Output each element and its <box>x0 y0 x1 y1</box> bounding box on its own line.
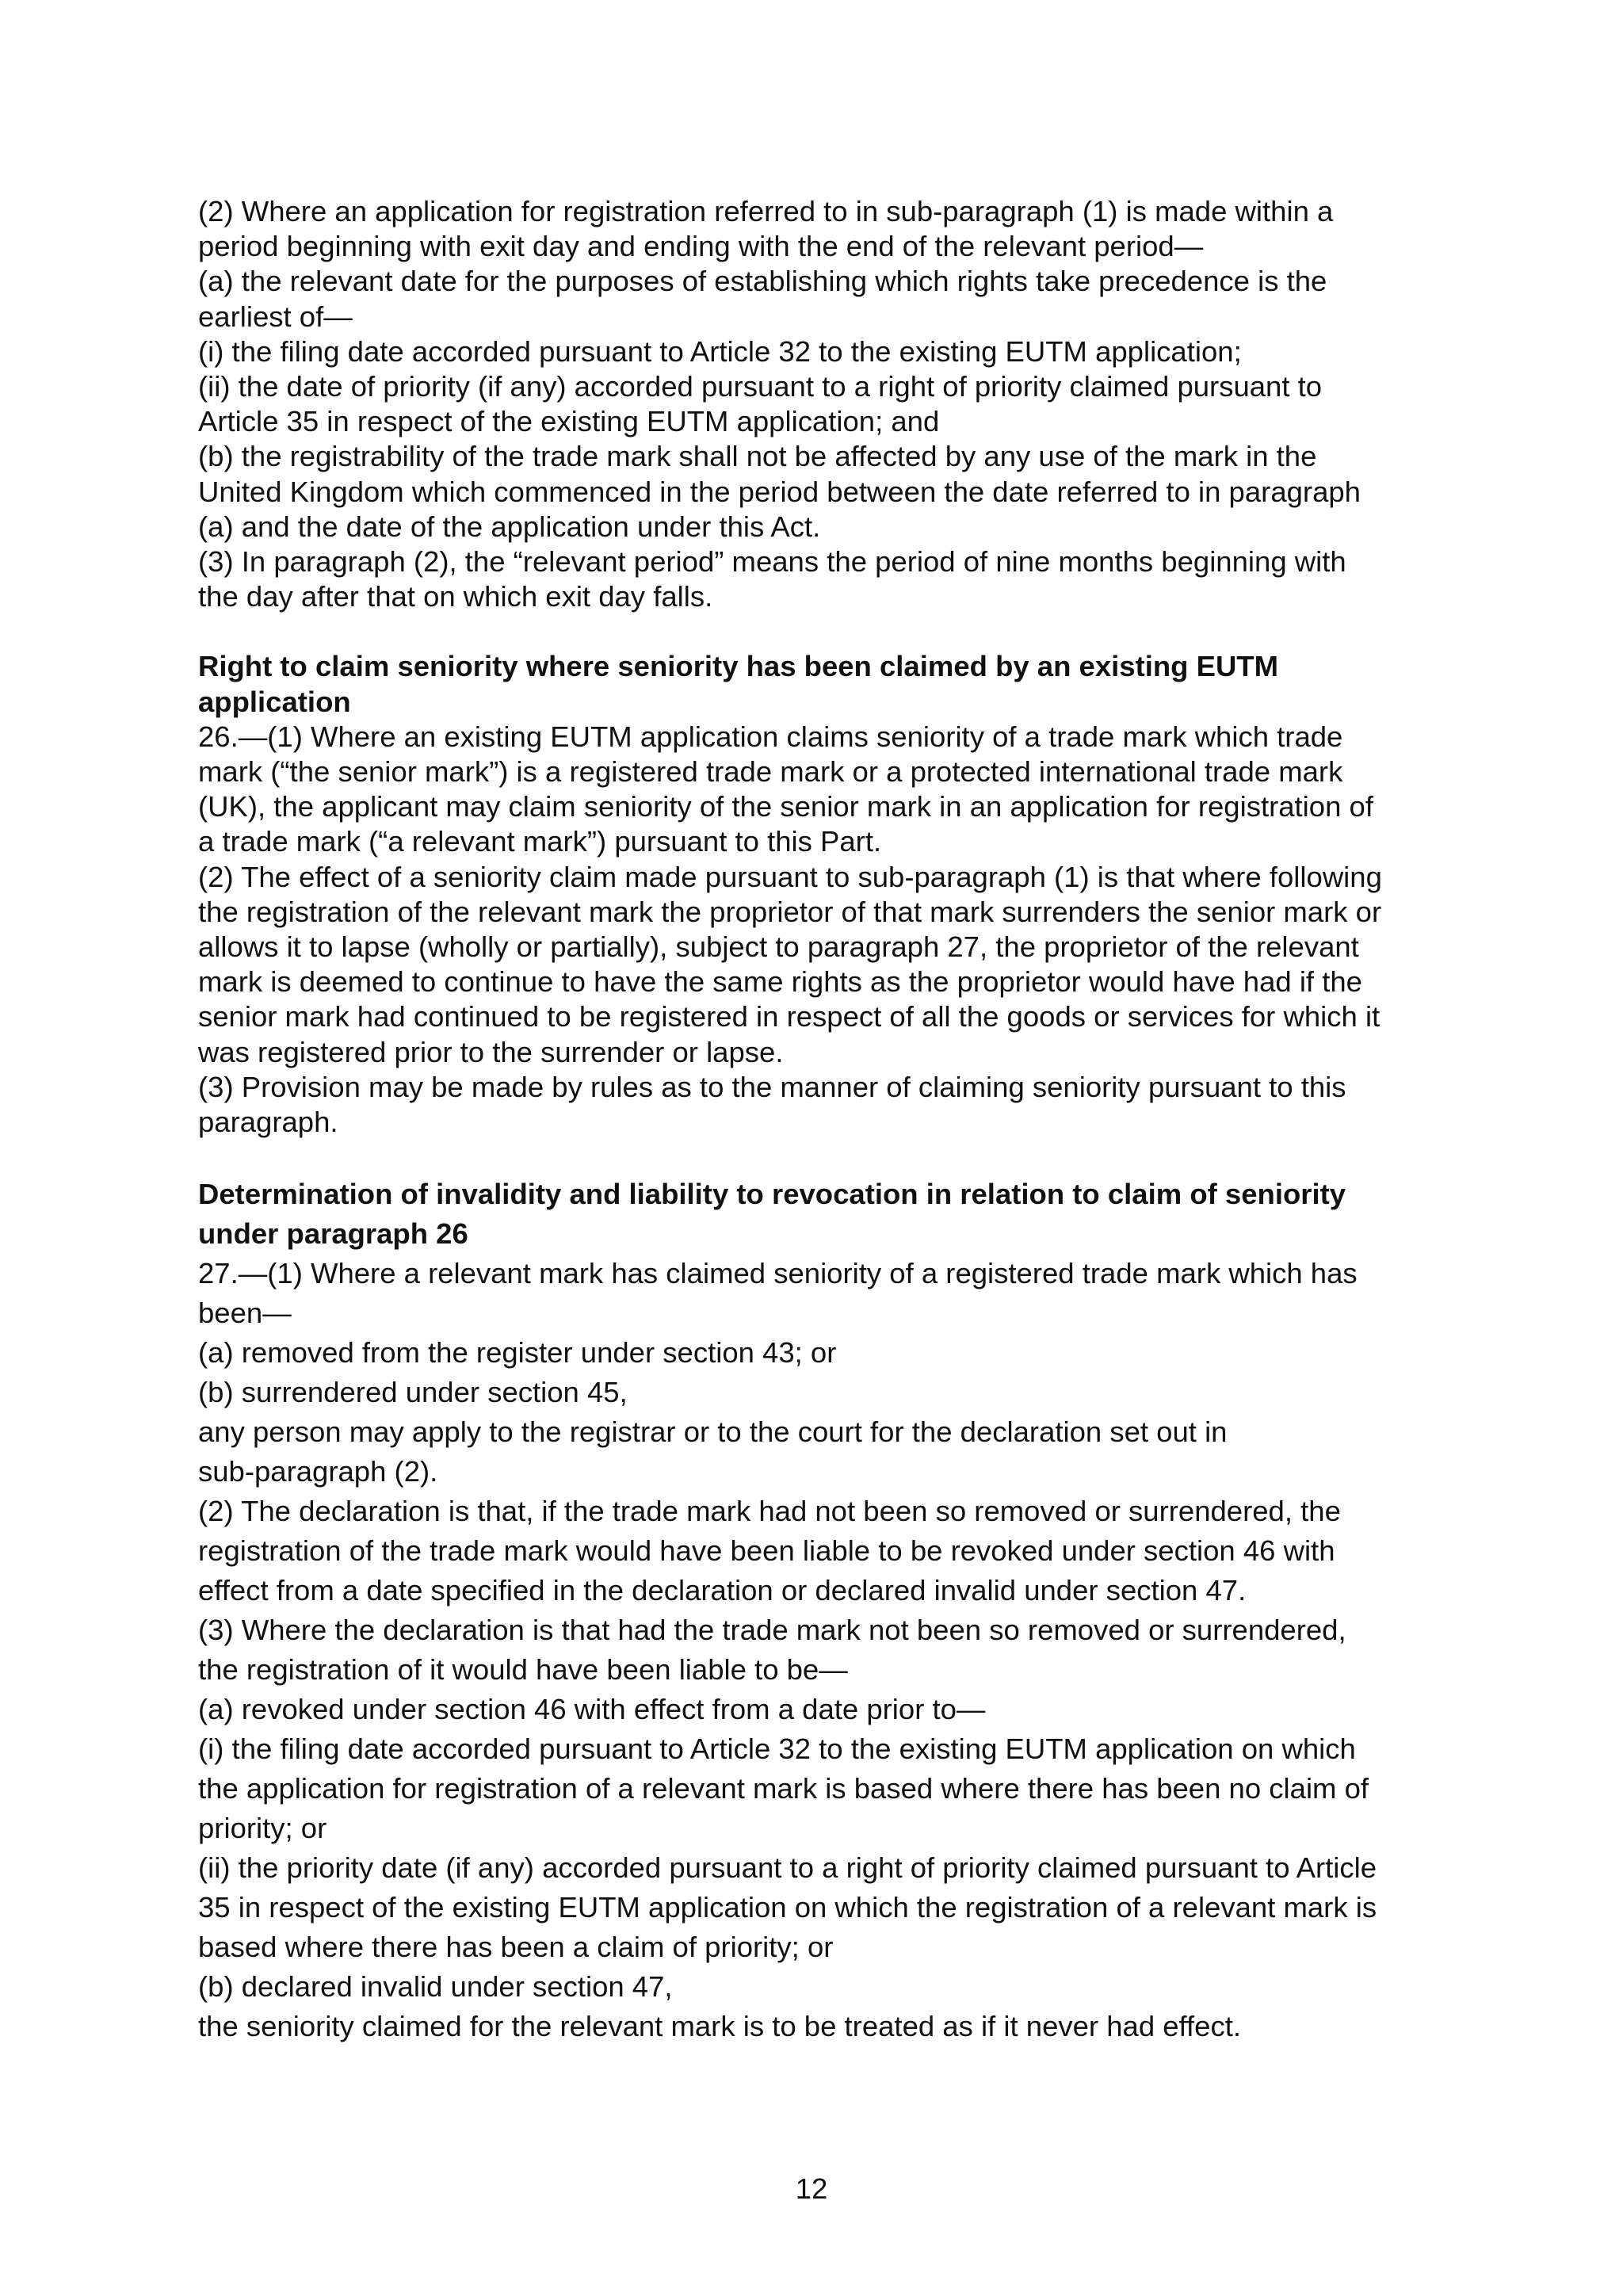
text-line: paragraph. <box>198 1106 338 1139</box>
text-line: (3) In paragraph (2), the “relevant period” means the period of nine months beginning with <box>198 545 1346 579</box>
text-line: effect from a date specified in the declaration or declared invalid under section 47. <box>198 1574 1247 1607</box>
text-line: (2) Where an application for registration referred to in sub-paragraph (1) is made within a <box>198 195 1334 227</box>
text-line: (2) The effect of a seniority claim made pursuant to sub-paragraph (1) is that where following <box>198 860 1382 893</box>
text-line: sub-paragraph (2). <box>198 1455 438 1488</box>
text-line: (i) the filing date accorded pursuant to Article 32 to the existing EUTM application on which <box>198 1733 1356 1766</box>
text-line: the application for registration of a relevant mark is based where there has been no claim of <box>198 1772 1369 1805</box>
text-line: been— <box>198 1297 292 1330</box>
text-line: (b) declared invalid under section 47, <box>198 1970 673 2004</box>
page-number: 12 <box>795 2172 828 2205</box>
text-line: (a) and the date of the application under this Act. <box>198 510 821 543</box>
text-line: 35 in respect of the existing EUTM application on which the registration of a relevant mark is <box>198 1891 1377 1924</box>
text-line: (a) the relevant date for the purposes of establishing which rights take precedence is the <box>198 265 1327 298</box>
section-heading: under paragraph 26 <box>198 1217 468 1251</box>
text-line: 26.—(1) Where an existing EUTM application claims seniority of a trade mark which trade <box>198 720 1343 753</box>
section-heading: Determination of invalidity and liability to revocation in relation to claim of seniority <box>198 1178 1346 1211</box>
text-line: (UK), the applicant may claim seniority of the senior mark in an application for registration of <box>198 790 1373 823</box>
text-line: period beginning with exit day and ending with the end of the relevant period— <box>198 230 1204 263</box>
paragraph-27 <box>198 1175 1450 2046</box>
text-line: (i) the filing date accorded pursuant to Article 32 to the existing EUTM application; <box>198 334 1242 368</box>
paragraph-26 <box>198 649 1450 1140</box>
text-line: (3) Provision may be made by rules as to the manner of claiming seniority pursuant to this <box>198 1070 1346 1103</box>
section-heading: application <box>198 685 351 718</box>
text-line: priority; or <box>198 1812 327 1845</box>
text-line: 27.—(1) Where a relevant mark has claimed seniority of a registered trade mark which has <box>198 1257 1358 1290</box>
text-line: the registration of the relevant mark the proprietor of that mark surrenders the senior mark or <box>198 895 1382 928</box>
text-line: allows it to lapse (wholly or partially), subject to paragraph 27, the proprietor of the relevant <box>198 930 1359 964</box>
text-line: United Kingdom which commenced in the period between the date referred to in paragraph <box>198 475 1361 508</box>
text-line: any person may apply to the registrar or to the court for the declaration set out in <box>198 1415 1228 1449</box>
text-line: the day after that on which exit day falls. <box>198 580 713 613</box>
text-line: (a) revoked under section 46 with effect from a date prior to— <box>198 1693 986 1726</box>
text-line: (a) removed from the register under section 43; or <box>198 1336 837 1370</box>
text-line: based where there has been a claim of priority; or <box>198 1931 834 1964</box>
text-line: mark is deemed to continue to have the same rights as the proprietor would have had if the <box>198 965 1362 999</box>
section-heading: Right to claim seniority where seniority has been claimed by an existing EUTM <box>198 650 1279 683</box>
text-line: the seniority claimed for the relevant mark is to be treated as if it never had effect. <box>198 2010 1242 2043</box>
text-line: (2) The declaration is that, if the trade mark had not been so removed or surrendered, the <box>198 1495 1341 1528</box>
text-line: was registered prior to the surrender or lapse. <box>198 1035 784 1068</box>
text-line: a trade mark (“a relevant mark”) pursuant to this Part. <box>198 825 882 858</box>
text-line: (ii) the priority date (if any) accorded pursuant to a right of priority claimed pursuant to Article <box>198 1851 1377 1885</box>
text-line: mark (“the senior mark”) is a registered trade mark or a protected international trade mark <box>198 755 1343 789</box>
document-page <box>198 194 1450 2046</box>
text-line: Article 35 in respect of the existing EUTM application; and <box>198 405 940 438</box>
paragraph-25-continued <box>198 194 1450 614</box>
text-line: (b) surrendered under section 45, <box>198 1376 628 1409</box>
text-line: registration of the trade mark would have been liable to be revoked under section 46 with <box>198 1534 1335 1568</box>
text-line: earliest of— <box>198 300 353 333</box>
text-line: senior mark had continued to be registered in respect of all the goods or services for which it <box>198 1000 1381 1033</box>
text-line: the registration of it would have been liable to be— <box>198 1653 848 1687</box>
text-line: (3) Where the declaration is that had the trade mark not been so removed or surrendered, <box>198 1614 1346 1647</box>
text-line: (ii) the date of priority (if any) accorded pursuant to a right of priority claimed pursuant to <box>198 370 1323 403</box>
text-line: (b) the registrability of the trade mark shall not be affected by any use of the mark in the <box>198 440 1317 473</box>
